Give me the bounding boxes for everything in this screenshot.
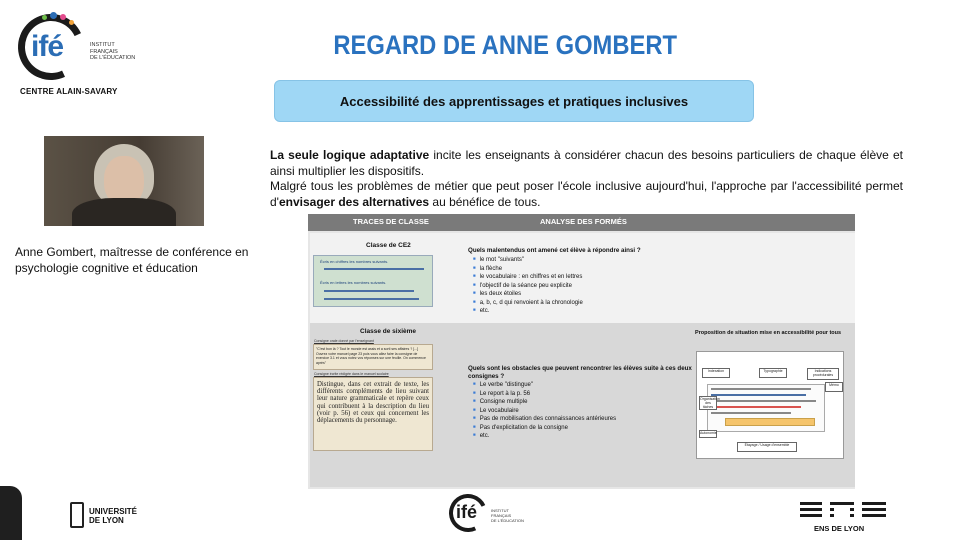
- speaker-caption: Anne Gombert, maîtresse de conférence en psychologie cognitive et éducation: [15, 245, 249, 275]
- list-item: ■ etc.: [473, 306, 489, 316]
- list-item: ■ la flèche: [473, 264, 502, 274]
- list-item: ■ a, b, c, d qui renvoient à la chronologie: [473, 298, 583, 308]
- accessibility-diagram: Indexation Typographie Indications procédurales Organisation des tâches Mémo Autonomie Étayage / Usage d'ensemble: [696, 351, 844, 459]
- page-title: REGARD DE ANNE GOMBERT: [333, 30, 678, 60]
- centre-name: CENTRE ALAIN-SAVARY: [20, 87, 118, 96]
- written-instruction-quote: Distingue, dans cet extrait de texte, les différents compléments de lieu suivant leur nature grammaticale et repère ceux qui contribuent à la description du lieu (voir p. 56) et ceux qui concernent les déplacements du personnage.: [313, 377, 433, 451]
- subtitle-banner: [274, 80, 754, 122]
- list-item: ■ etc.: [473, 431, 489, 441]
- ife-logo-text: ifé: [31, 30, 64, 63]
- list-item: ■ Pas de mobilisation des connaissances antérieures: [473, 414, 616, 424]
- list-item: ■ les deux étoiles: [473, 289, 521, 299]
- bold-phrase-2: envisager des alternatives: [278, 194, 430, 209]
- slide-edge-tab: [0, 486, 22, 540]
- list-item: ■ Le report à la p. 56: [473, 389, 530, 399]
- list-item: ■ Pas d'explicitation de la consigne: [473, 423, 568, 433]
- list-item: ■ Le verbe "distingue": [473, 380, 533, 390]
- analysis-table: [308, 214, 855, 489]
- subtitle-text: Accessibilité des apprentissages et pratiques inclusives: [339, 93, 689, 109]
- consigne-oral-label: Consigne orale donné par l'enseignant: [314, 339, 374, 343]
- question: Quels malentendus ont amené cet élève à répondre ainsi ?: [468, 247, 641, 254]
- table-row: [310, 323, 855, 487]
- universite-de-lyon-logo: UNIVERSITÉ DE LYON: [70, 502, 150, 530]
- col-header-traces: TRACES DE CLASSE: [353, 217, 429, 226]
- student-worksheet-scan: Écris en chiffres les nombres suivants. Écris en lettres les nombres suivants.: [313, 255, 433, 307]
- list-item: ■ le vocabulaire : en chiffres et en lettres: [473, 272, 582, 282]
- intro-paragraph: La seule logique adaptative incite les enseignants à considérer chacun des besoins particuliers de chaque élève et ainsi multiplier les dispositifs. Malgré tous les problèmes de métier que peut poser l'école inclusive aujourd'hui, l'approche par l'accessibilité permet d'envisager des alternatives au bénéfice de tous.: [270, 148, 903, 209]
- consigne-ecrite-label: Consigne écrite rédigée dans le manuel scolaire: [314, 372, 389, 376]
- ens-name: ENS DE LYON: [814, 524, 865, 533]
- bold-phrase-1: La seule logique adaptative: [270, 148, 430, 162]
- class-label: Classe de sixième: [360, 328, 417, 335]
- question: Quels sont les obstacles que peuvent rencontrer les élèves suite à ces deux consignes ?: [468, 365, 692, 380]
- ens-de-lyon-logo: [798, 500, 888, 534]
- list-item: ■ le mot "suivants": [473, 255, 524, 265]
- class-label: Classe de CE2: [366, 242, 411, 249]
- list-item: ■ l'objectif de la séance peu explicite: [473, 281, 572, 291]
- speaker-photo: [44, 136, 204, 226]
- table-row: [310, 233, 855, 337]
- col-header-analyse: ANALYSE DES FORMÉS: [540, 217, 627, 226]
- ife-institute-name: INSTITUT FRANÇAIS DE L'ÉDUCATION: [90, 42, 136, 61]
- proposal-title: Proposition de situation mise en accessibilité pour tous: [695, 330, 842, 336]
- table-header: [308, 214, 855, 231]
- lion-icon: [70, 502, 84, 528]
- list-item: ■ Consigne multiple: [473, 397, 527, 407]
- ife-footer-logo: ifé INSTITUT FRANÇAIS DE L'ÉDUCATION: [449, 494, 529, 534]
- ife-logo: [14, 10, 144, 84]
- list-item: ■ Le vocabulaire: [473, 406, 519, 416]
- oral-instruction: "C'est bon là ? Tout le monde est assis et a sorti ses affaires ? [...] Ouvrez votre manuel page 23 puis vous allez faire la consigne de exercice 3.1 et vous notez vos réponses sur une feuille. On commence après": [313, 344, 433, 370]
